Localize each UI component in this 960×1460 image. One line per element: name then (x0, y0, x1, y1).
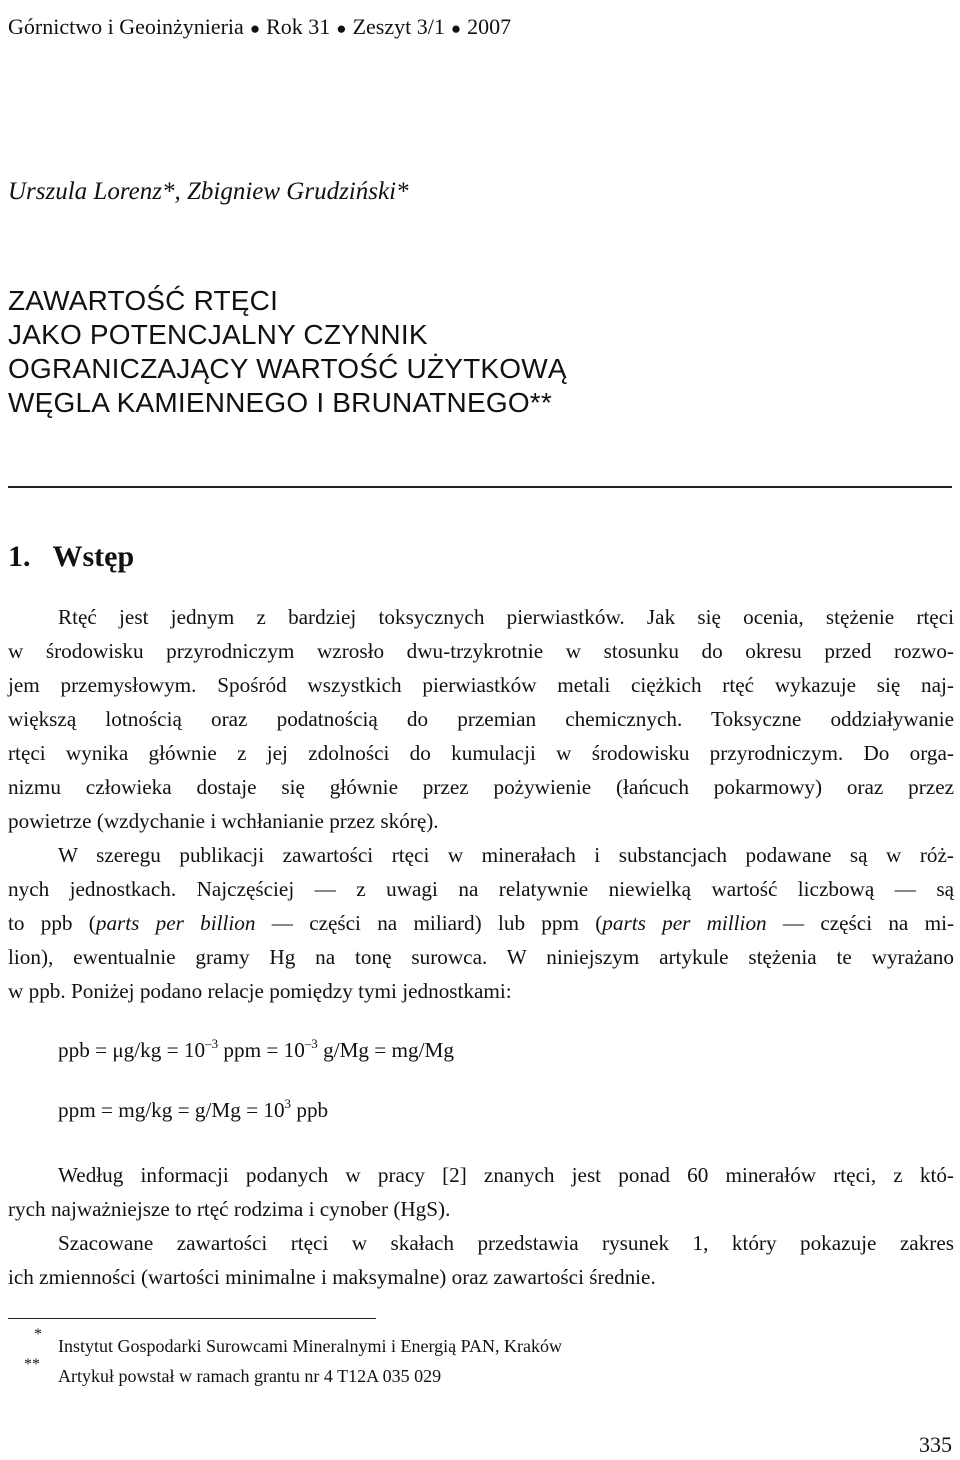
title-line: OGRANICZAJĄCY WARTOŚĆ UŻYTKOWĄ (8, 353, 567, 384)
footnote (34, 1326, 562, 1357)
title-line: WĘGLA KAMIENNEGO I BRUNATNEGO** (8, 387, 552, 418)
paragraph-line: rych najważniejsze to rtęć rodzima i cynober (HgS). (8, 1197, 451, 1221)
title-divider (8, 486, 952, 488)
equation-ppb (58, 1036, 454, 1063)
paragraph-line: Według informacji podanych w pracy [2] znanych jest ponad 60 minerałów rtęci, z któ- (58, 1163, 954, 1187)
paragraph-line: powietrze (wzdychanie i wchłanianie przez skórę). (8, 809, 439, 833)
body-text (8, 600, 954, 1008)
text-run: — części na mi- (766, 911, 955, 935)
paragraph-line: lion), ewentualnie gramy Hg na tonę surowca. W niniejszym artykule stężenia te wyrażano (8, 945, 954, 969)
title-line: ZAWARTOŚĆ RTĘCI (8, 285, 279, 316)
paragraph-line: rtęci wynika głównie z jej zdolności do kumulacji w środowisku przyrodniczym. Do orga- (8, 741, 954, 765)
paragraph-line: jem przemysłowym. Spośród wszystkich pierwiastków metali ciężkich rtęć wykazuje się naj- (8, 673, 954, 697)
text-run: to ppb ( (8, 911, 96, 935)
italic-term: parts per million (602, 911, 767, 935)
paragraph-line: nizmu człowieka dostaje się głównie przez pożywienie (łańcuch pokarmowy) oraz przez (8, 775, 954, 799)
publication-year: 2007 (467, 14, 512, 39)
paragraph-line: ich zmienności (wartości minimalne i maksymalne) oraz zawartości średnie. (8, 1265, 656, 1289)
section-number: 1. (8, 540, 31, 573)
separator-dot: ● (450, 19, 462, 38)
running-header (8, 14, 511, 40)
italic-term: parts per billion (95, 911, 256, 935)
footnote-mark: * (34, 1326, 42, 1343)
section-heading (8, 540, 134, 574)
page-number: 335 (919, 1432, 952, 1457)
text-run: — części na miliard) lub ppm ( (255, 911, 603, 935)
equation-part: ppb (291, 1098, 329, 1122)
footnote-mark: ** (24, 1356, 40, 1373)
paragraph-line: Szacowane zawartości rtęci w skałach przedstawia rysunek 1, który pokazuje zakres (58, 1231, 954, 1255)
paragraph-line: W szeregu publikacji zawartości rtęci w minerałach i substancjach podawane są w róż- (58, 843, 954, 867)
paragraph-line (8, 906, 954, 940)
paragraph-line: większą lotnością oraz podatnością do przemian chemicznych. Toksyczne oddziaływanie (8, 707, 954, 731)
year-label: Rok 31 (266, 14, 331, 39)
equation-part: ppm = mg/kg = g/Mg = 10 (58, 1098, 285, 1122)
equation-part: g/Mg = mg/Mg (317, 1038, 454, 1062)
exponent: 3 (284, 1096, 292, 1111)
equation-part: ppb = μg/kg = 10 (58, 1038, 206, 1062)
footnote-text: Instytut Gospodarki Surowcami Mineralnymi i Energią PAN, Kraków (58, 1336, 562, 1356)
equation-part: ppm = 10 (218, 1038, 305, 1062)
footnote-divider (8, 1318, 376, 1319)
exponent: –3 (205, 1036, 219, 1051)
paragraph-line: w ppb. Poniżej podano relacje pomiędzy tymi jednostkami: (8, 979, 512, 1003)
footnote (24, 1356, 442, 1387)
paragraph-line: Rtęć jest jednym z bardziej toksycznych pierwiastków. Jak się ocenia, stężenie rtęci (58, 605, 954, 629)
issue-label: Zeszyt 3/1 (352, 14, 445, 39)
section-title: Wstęp (52, 540, 135, 573)
paragraph-line: w środowisku przyrodniczym wzrosło dwu-trzykrotnie w stosunku do okresu przed rozwo- (8, 639, 954, 663)
footnote-text: Artykuł powstał w ramach grantu nr 4 T12A 035 029 (58, 1366, 442, 1386)
equation-ppm (58, 1096, 328, 1123)
separator-dot: ● (336, 19, 347, 38)
authors: Urszula Lorenz*, Zbigniew Grudziński* (8, 178, 409, 205)
body-text-continued (8, 1158, 954, 1294)
paragraph-line: nych jednostkach. Najczęściej — z uwagi na relatywnie niewielką wartość liczbową — są (8, 877, 954, 901)
exponent: –3 (304, 1036, 318, 1051)
journal-name: Górnictwo i Geoinżynieria (8, 14, 244, 39)
separator-dot: ● (249, 19, 261, 38)
article-title (8, 284, 567, 420)
title-line: JAKO POTENCJALNY CZYNNIK (8, 319, 428, 350)
